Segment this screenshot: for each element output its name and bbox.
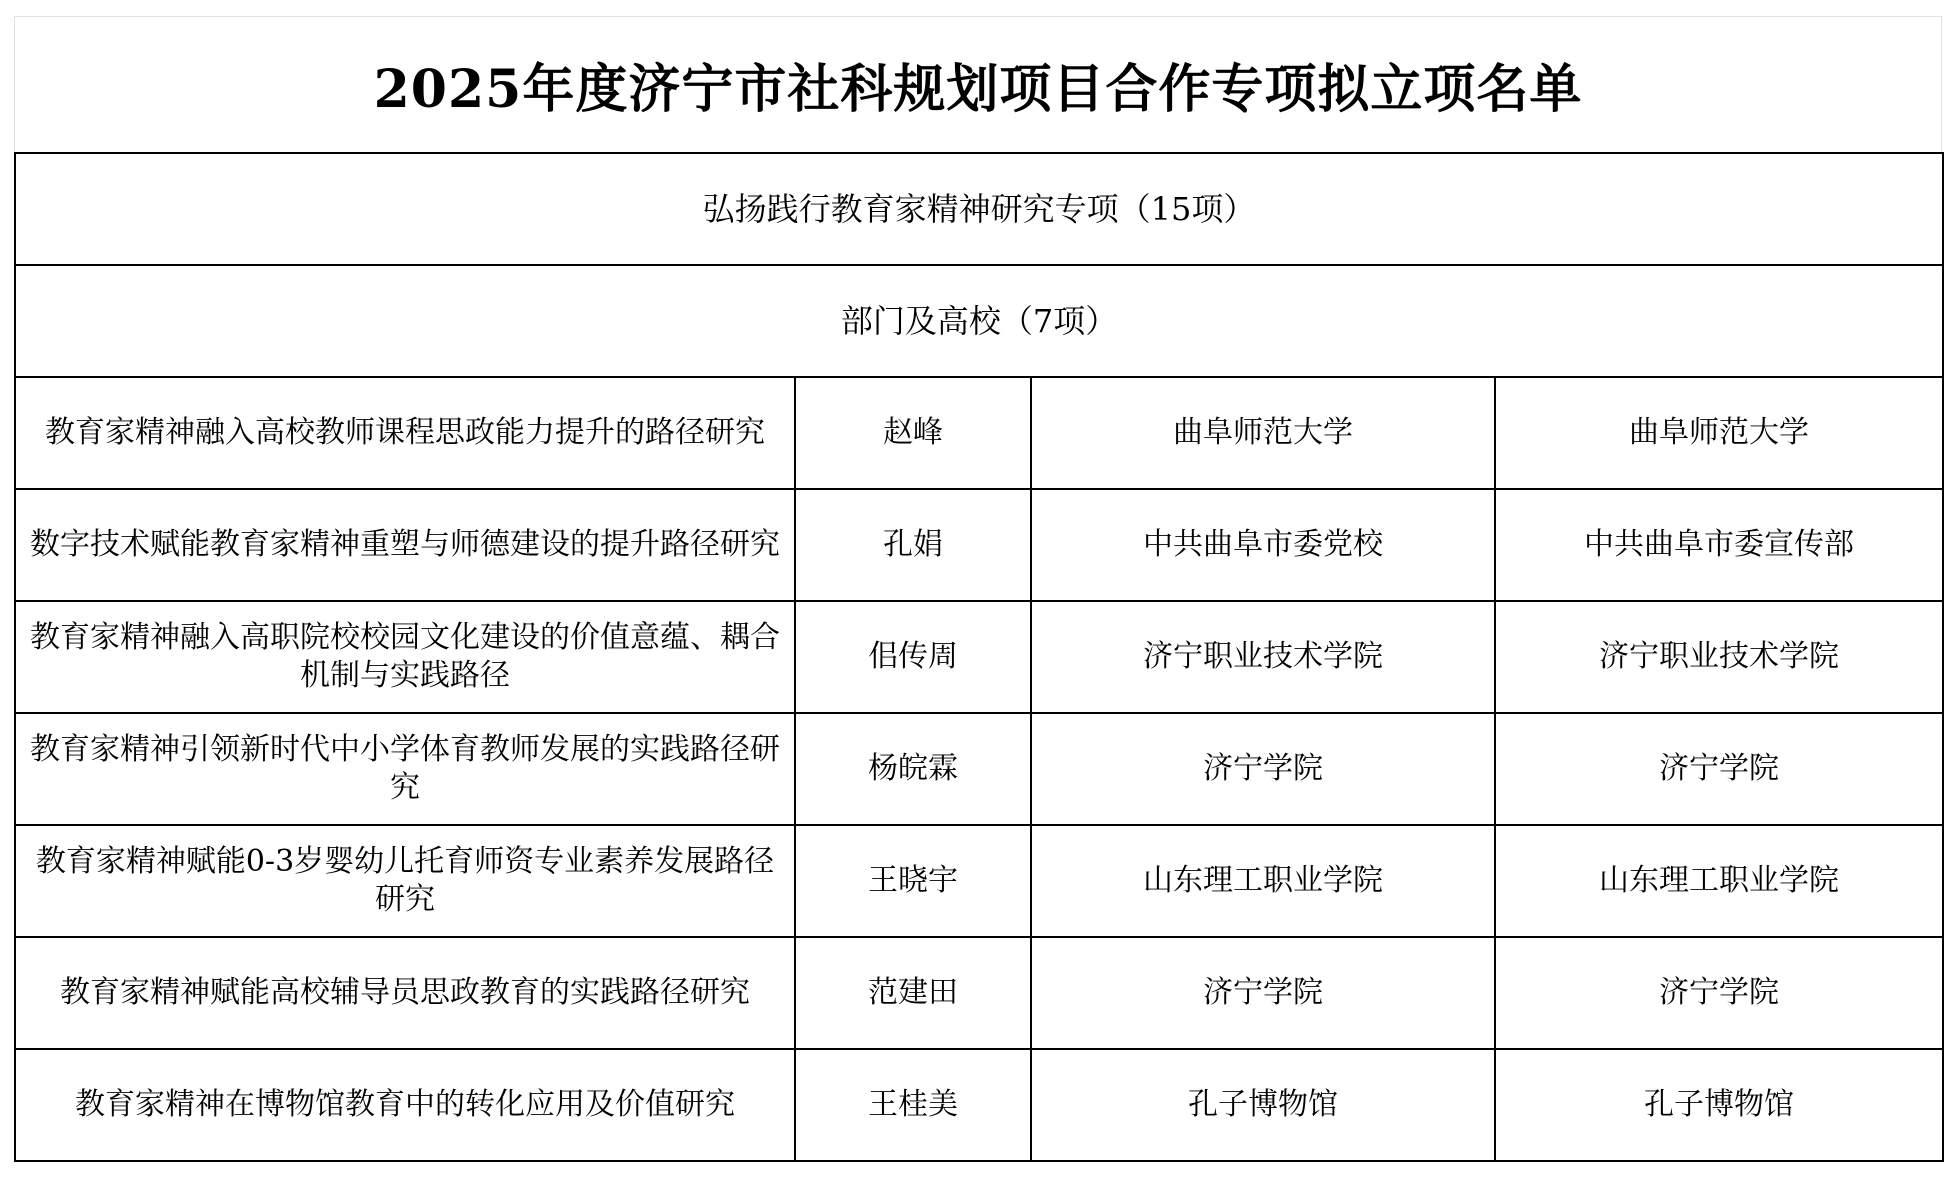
project-title-cell: 教育家精神赋能高校辅导员思政教育的实践路径研究 <box>15 937 795 1049</box>
section-heading: 弘扬践行教育家精神研究专项（15项） <box>15 153 1943 265</box>
table-row <box>15 1049 1943 1161</box>
project-title-cell: 教育家精神融入高校教师课程思政能力提升的路径研究 <box>15 377 795 489</box>
recommender-cell: 中共曲阜市委宣传部 <box>1495 489 1943 601</box>
table-row <box>15 377 1943 489</box>
project-title-cell: 教育家精神引领新时代中小学体育教师发展的实践路径研究 <box>15 713 795 825</box>
leader-cell: 王桂美 <box>795 1049 1031 1161</box>
recommender-cell: 山东理工职业学院 <box>1495 825 1943 937</box>
recommender-cell: 济宁学院 <box>1495 713 1943 825</box>
leader-cell: 孔娟 <box>795 489 1031 601</box>
leader-cell: 佀传周 <box>795 601 1031 713</box>
unit-cell: 济宁职业技术学院 <box>1031 601 1495 713</box>
unit-cell: 曲阜师范大学 <box>1031 377 1495 489</box>
table-row <box>15 825 1943 937</box>
recommender-cell: 曲阜师范大学 <box>1495 377 1943 489</box>
unit-cell: 中共曲阜市委党校 <box>1031 489 1495 601</box>
leader-cell: 范建田 <box>795 937 1031 1049</box>
section-row <box>15 153 1943 265</box>
project-title-cell: 教育家精神在博物馆教育中的转化应用及价值研究 <box>15 1049 795 1161</box>
project-title-cell: 数字技术赋能教育家精神重塑与师德建设的提升路径研究 <box>15 489 795 601</box>
leader-cell: 王晓宇 <box>795 825 1031 937</box>
table-row <box>15 937 1943 1049</box>
unit-cell: 孔子博物馆 <box>1031 1049 1495 1161</box>
leader-cell: 赵峰 <box>795 377 1031 489</box>
table-row <box>15 489 1943 601</box>
project-table <box>14 152 1944 1162</box>
project-title-cell: 教育家精神融入高职院校校园文化建设的价值意蕴、耦合机制与实践路径 <box>15 601 795 713</box>
subsection-heading: 部门及高校（7项） <box>15 265 1943 377</box>
unit-cell: 济宁学院 <box>1031 713 1495 825</box>
unit-cell: 济宁学院 <box>1031 937 1495 1049</box>
project-title-cell: 教育家精神赋能0-3岁婴幼儿托育师资专业素养发展路径研究 <box>15 825 795 937</box>
recommender-cell: 济宁职业技术学院 <box>1495 601 1943 713</box>
unit-cell: 山东理工职业学院 <box>1031 825 1495 937</box>
leader-cell: 杨皖霖 <box>795 713 1031 825</box>
recommender-cell: 孔子博物馆 <box>1495 1049 1943 1161</box>
project-list-sheet <box>14 16 1942 1162</box>
table-row <box>15 601 1943 713</box>
page-title: 2025年度济宁市社科规划项目合作专项拟立项名单 <box>373 59 1583 120</box>
recommender-cell: 济宁学院 <box>1495 937 1943 1049</box>
subsection-row <box>15 265 1943 377</box>
table-row <box>15 713 1943 825</box>
title-area <box>14 16 1942 152</box>
